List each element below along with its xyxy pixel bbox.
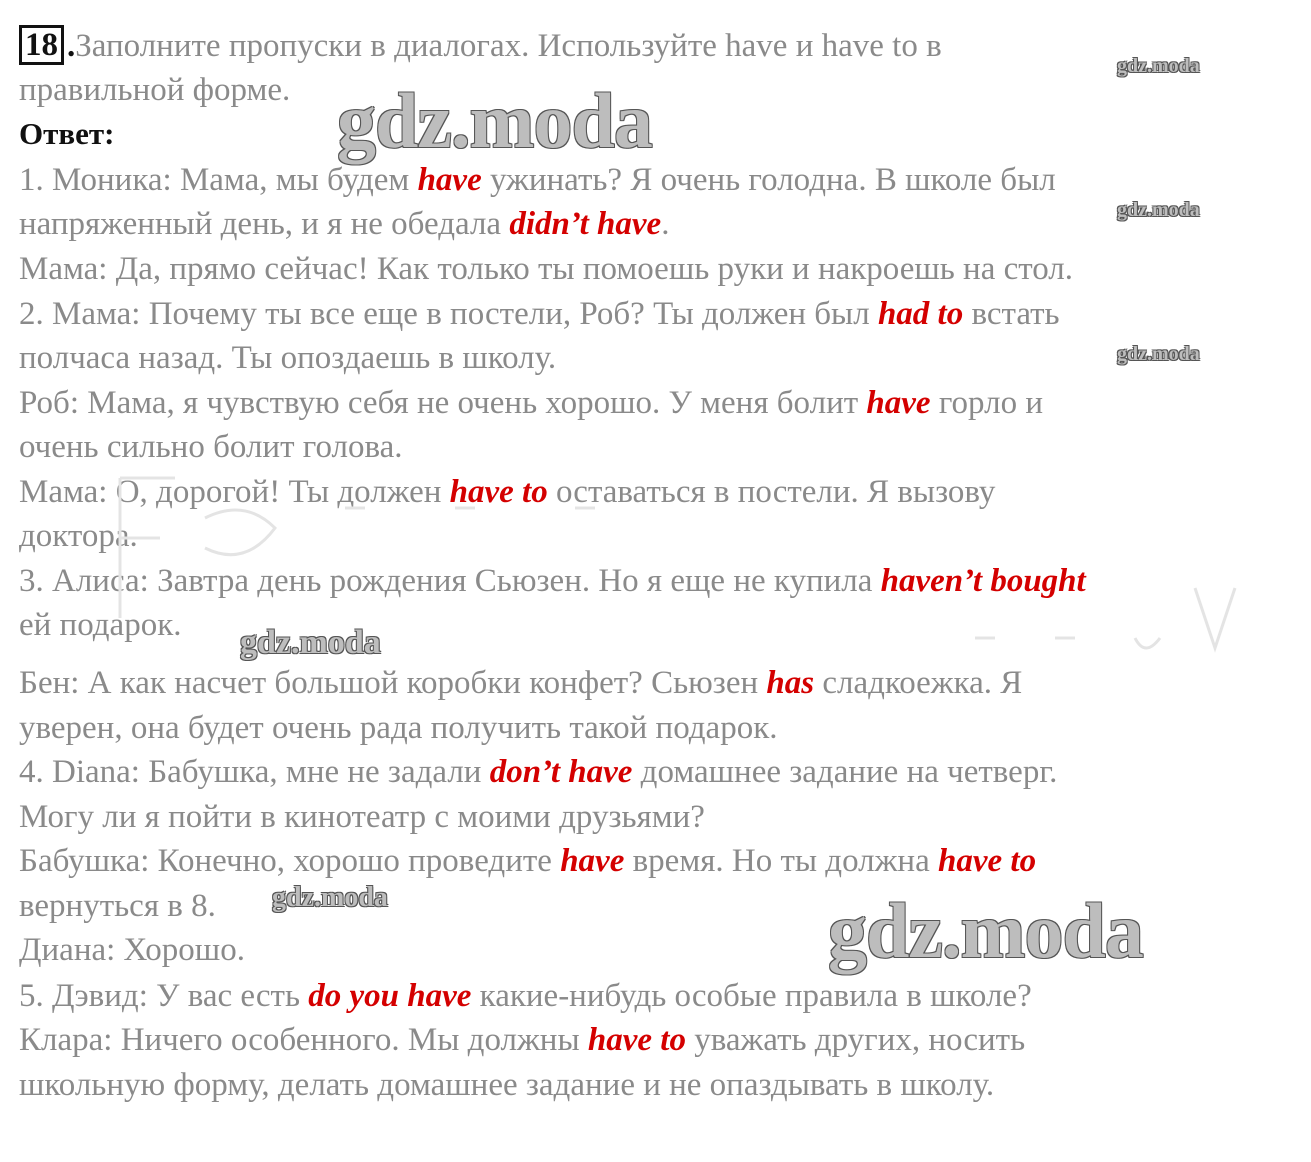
watermark-small-1: gdz.moda	[1117, 55, 1200, 77]
answer-word: have to	[938, 843, 1037, 879]
dialog-line: Мама: О, дорогой! Ты должен have to оставаться в постели. Я вызову	[19, 474, 996, 510]
dialog-line: 1. Моника: Мама, мы будем have ужинать? Я очень голодна. В школе был	[19, 162, 1056, 198]
answer-word: didn’t have	[509, 206, 662, 242]
answer-word: have to	[449, 474, 548, 510]
dialog-line: уверен, она будет очень рада получить такой подарок.	[19, 710, 778, 746]
watermark-medium-1: gdz.moda	[240, 624, 381, 661]
dialog-line: Роб: Мама, я чувствую себя не очень хорошо. У меня болит have горло и	[19, 385, 1043, 421]
dialog-line: 5. Дэвид: У вас есть do you have какие-нибудь особые правила в школе?	[19, 978, 1032, 1014]
dialog-line: школьную форму, делать домашнее задание и не опаздывать в школу.	[19, 1067, 995, 1103]
answer-word: don’t have	[489, 754, 633, 790]
answer-word: had to	[877, 296, 964, 332]
answer-word: do you have	[308, 978, 472, 1014]
dialog-line: напряженный день, и я не обедала didn’t have.	[19, 206, 670, 242]
task-number-box: 18	[19, 25, 64, 65]
task-instruction-line-2	[19, 70, 290, 110]
dialog-line: вернуться в 8.	[19, 888, 216, 924]
task-number-dot: .	[67, 28, 76, 64]
dialog-line: ей подарок.	[19, 607, 182, 643]
dialog-line: 2. Мама: Почему ты все еще в постели, Роб? Ты должен был had to встать	[19, 296, 1060, 332]
answer-word: has	[766, 665, 815, 701]
watermark-small-2: gdz.moda	[1117, 199, 1200, 221]
dialog-line: Мама: Да, прямо сейчас! Как только ты помоешь руки и накроешь на стол.	[19, 251, 1074, 287]
dialog-line: Бабушка: Конечно, хорошо проведите have время. Но ты должна have to	[19, 843, 1037, 879]
answer-word: haven’t bought	[880, 563, 1086, 599]
answer-label-text: Ответ:	[19, 116, 115, 151]
answer-word: have	[560, 843, 625, 879]
dialog-line: доктора.	[19, 518, 138, 554]
dialog-line: полчаса назад. Ты опоздаешь в школу.	[19, 340, 557, 376]
dialog-line: очень сильно болит голова.	[19, 429, 403, 465]
answer-word: have to	[587, 1022, 686, 1058]
answer-label	[19, 114, 114, 154]
dialog-line: 3. Алиса: Завтра день рождения Сьюзен. Но я еще не купила haven’t bought	[19, 563, 1086, 599]
answer-word: have	[417, 162, 482, 198]
dialog-line: Клара: Ничего особенного. Мы должны have to уважать других, носить	[19, 1022, 1026, 1058]
instruction-text-1: Заполните пропуски в диалогах. Используйте have и have to в	[75, 28, 942, 64]
watermark-large-bottom: gdz.moda	[828, 887, 1143, 974]
dialog-line: Могу ли я пойти в кинотеатр с моими друзьями?	[19, 799, 705, 835]
task-instruction-line-1	[19, 26, 942, 66]
dialog-line: Диана: Хорошо.	[19, 932, 245, 968]
instruction-text-2: правильной форме.	[19, 72, 291, 108]
watermark-small-3: gdz.moda	[1117, 343, 1200, 365]
answer-word: have	[866, 385, 931, 421]
watermark-medium-2: gdz.moda	[272, 882, 388, 913]
dialog-line: Бен: А как насчет большой коробки конфет? Сьюзен has сладкоежка. Я	[19, 665, 1023, 701]
dialog-line: 4. Diana: Бабушка, мне не задали don’t have домашнее задание на четверг.	[19, 754, 1058, 790]
watermark-large-top: gdz.moda	[337, 77, 652, 164]
